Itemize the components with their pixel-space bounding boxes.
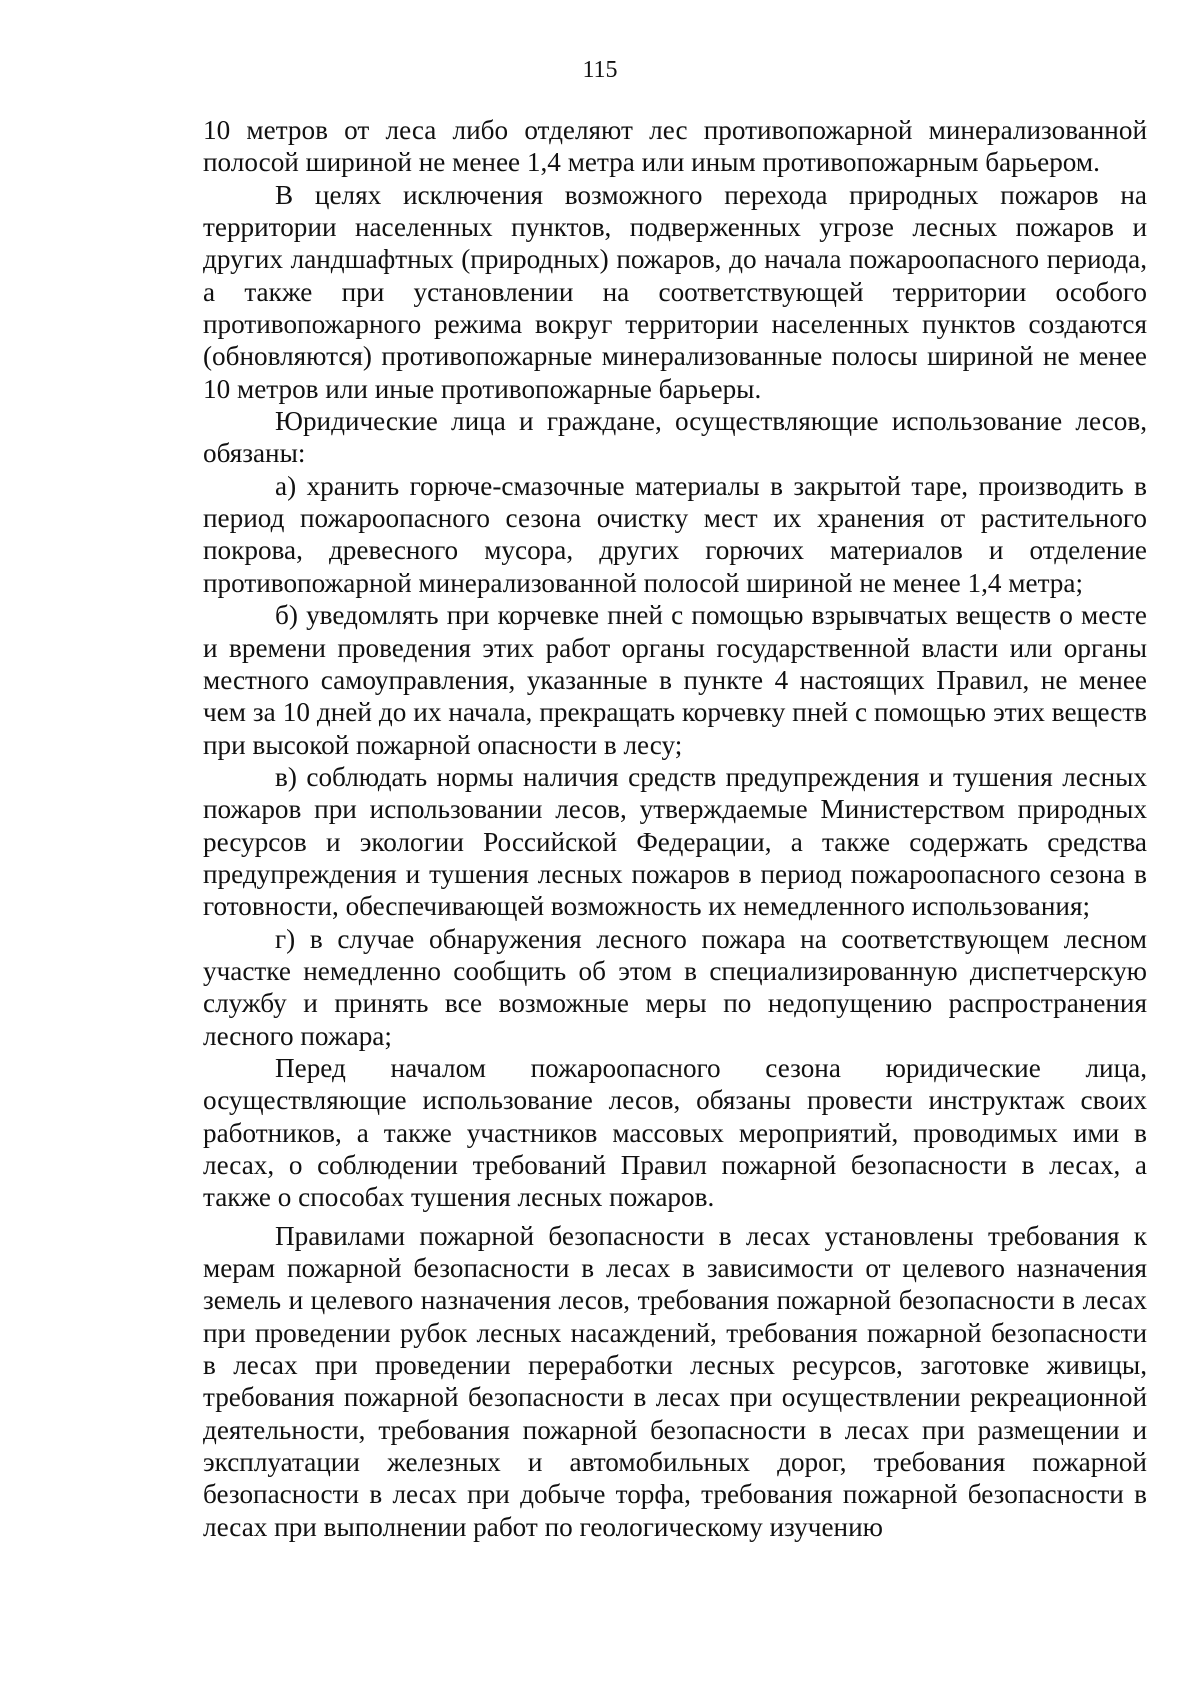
paragraph-fire-safety-rules: Правилами пожарной безопасности в лесах установлены требования к мерам пожарной безопасности в лесах в зависимости от целевого назначения земель и целевого назначения лесов, требования пожарной безопасности в лесах при проведении рубок лесных насаждений, требования пожарной безопасности в лесах при проведении переработки лесных ресурсов, заготовке живицы, требования пожарной безопасности в лесах при осуществлении рекреационной деятельности, требования пожарной безопасности в лесах при размещении и эксплуатации железных и автомобильных дорог, требования пожарной безопасности в лесах при добыче торфа, требования пожарной безопасности в лесах при выполнении работ по геологическому изучению bbox=[203, 1220, 1147, 1542]
list-item-v: в) соблюдать нормы наличия средств предупреждения и тушения лесных пожаров при использовании лесов, утверждаемые Министерством природных ресурсов и экологии Российской Федерации, а также содержать средства предупреждения и тушения лесных пожаров в период пожароопасного сезона в готовности, обеспечивающей возможность их немедленного использования; bbox=[203, 761, 1147, 922]
paragraph-obligations-intro: Юридические лица и граждане, осуществляющие использование лесов, обязаны: bbox=[203, 406, 1147, 469]
document-body bbox=[203, 114, 1147, 1543]
page-number: 115 bbox=[582, 57, 618, 83]
list-item-a: а) хранить горюче-смазочные материалы в закрытой таре, производить в период пожароопасного сезона очистку мест их хранения от растительного покрова, древесного мусора, других горючих материалов и отделение противопожарной минерализованной полосой шириной не менее 1,4 метра; bbox=[203, 470, 1147, 598]
paragraph-fire-barriers: В целях исключения возможного перехода природных пожаров на территории населенных пунктов, подверженных угрозе лесных пожаров и других ландшафтных (природных) пожаров, до начала пожароопасного периода, а также при установлении на соответствующей территории особого противопожарного режима вокруг территории населенных пунктов создаются (обновляются) противопожарные минерализованные полосы шириной не менее 10 метров или иные противопожарные барьеры. bbox=[203, 179, 1147, 404]
list-item-b: б) уведомлять при корчевке пней с помощью взрывчатых веществ о месте и времени проведения этих работ органы государственной власти или органы местного самоуправления, указанные в пункте 4 настоящих Правил, не менее чем за 10 дней до их начала, прекращать корчевку пней с помощью этих веществ при высокой пожарной опасности в лесу; bbox=[203, 600, 1147, 760]
paragraph-continuation: 10 метров от леса либо отделяют лес противопожарной минерализованной полосой шириной не менее 1,4 метра или иным противопожарным барьером. bbox=[203, 115, 1147, 178]
list-item-g: г) в случае обнаружения лесного пожара на соответствующем лесном участке немедленно сообщить об этом в специализированную диспетчерскую службу и принять все возможные меры по недопущению распространения лесного пожара; bbox=[203, 923, 1147, 1051]
paragraph-instruction: Перед началом пожароопасного сезона юридические лица, осуществляющие использование лесов, обязаны провести инструктаж своих работников, а также участников массовых мероприятий, проводимых ими в лесах, о соблюдении требований Правил пожарной безопасности в лесах, а также о способах тушения лесных пожаров. bbox=[203, 1052, 1147, 1213]
